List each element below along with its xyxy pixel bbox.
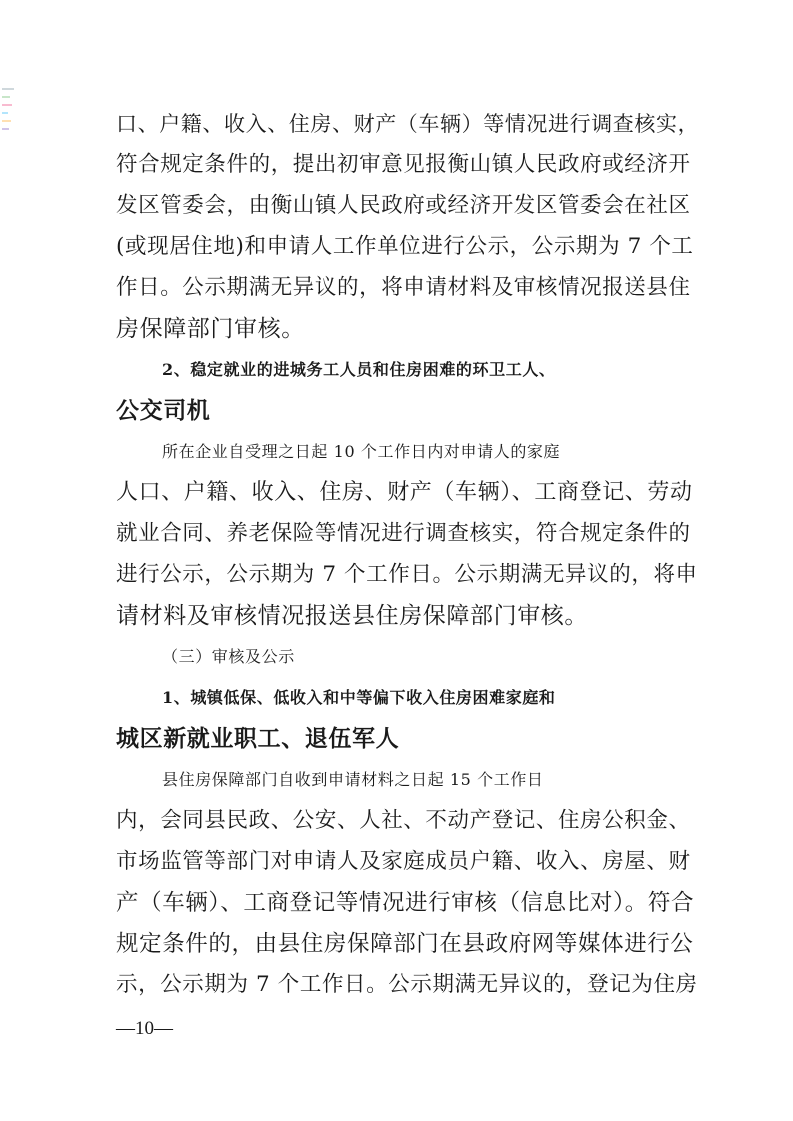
- section-heading-continuation: 公交司机: [116, 397, 211, 424]
- body-line: 请材料及审核情况报送县住房保障部门审核。: [116, 603, 588, 629]
- body-line: 符合规定条件的，提出初审意见报衡山镇人民政府或经济开: [116, 152, 691, 177]
- section-heading: 1、城镇低保、低收入和中等偏下收入住房困难家庭和: [162, 688, 556, 707]
- page-number: —10—: [116, 1018, 173, 1039]
- subsection-heading: （三）审核及公示: [162, 647, 295, 666]
- body-line: 人口、户籍、收入、住房、财产（车辆）、工商登记、劳动: [116, 480, 693, 505]
- body-line: 发区管委会，由衡山镇人民政府或经济开发区管委会在社区: [116, 193, 691, 218]
- body-line: 就业合同、养老保险等情况进行调查核实，符合规定条件的: [116, 521, 691, 546]
- body-line: 县住房保障部门自收到申请材料之日起 15 个工作日: [162, 770, 544, 789]
- section-heading: 2、稳定就业的进城务工人员和住房困难的环卫工人、: [162, 360, 556, 379]
- body-line: 作日。公示期满无异议的，将申请材料及审核情况报送县住: [116, 275, 691, 300]
- body-line: 房保障部门审核。: [116, 316, 305, 342]
- body-line: 产（车辆）、工商登记等情况进行审核（信息比对）。符合: [116, 890, 695, 916]
- body-line: 所在企业自受理之日起 10 个工作日内对申请人的家庭: [162, 442, 561, 461]
- section-heading-continuation: 城区新就业职工、退伍军人: [116, 725, 400, 752]
- body-line: 市场监管等部门对申请人及家庭成员户籍、收入、房屋、财: [116, 849, 691, 874]
- body-line: 示，公示期为 7 个工作日。公示期满无异议的，登记为住房: [116, 972, 698, 997]
- scan-edge-marks: [2, 88, 14, 238]
- body-line: (或现居住地)和申请人工作单位进行公示，公示期为 7 个工: [116, 234, 694, 259]
- body-line: 口、户籍、收入、住房、财产（车辆）等情况进行调查核实，: [116, 112, 700, 136]
- body-line: 进行公示，公示期为 7 个工作日。公示期满无异议的，将申: [116, 562, 698, 587]
- body-line: 规定条件的，由县住房保障部门在县政府网等媒体进行公: [116, 931, 694, 957]
- body-line: 内，会同县民政、公安、人社、不动产登记、住房公积金、: [116, 808, 691, 833]
